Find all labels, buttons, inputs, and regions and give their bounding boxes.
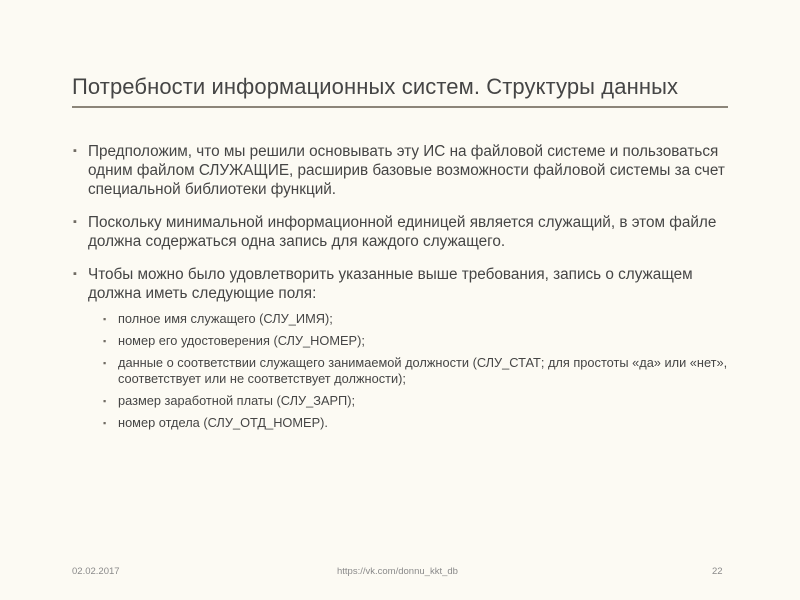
sub-bullet-item xyxy=(72,415,732,431)
title-divider xyxy=(72,106,728,108)
sub-bullet-item xyxy=(72,393,732,409)
square-bullet-icon: ▪ xyxy=(73,216,77,228)
bullet-text: Поскольку минимальной информационной единицей является служащий, в этом файле должна содержаться одна запись для каждого служащего. xyxy=(88,214,717,250)
sub-bullet-text: данные о соответствии служащего занимаемой должности (СЛУ_СТАТ; для простоты «да» или «нет», соответствует или не соответствует должности); xyxy=(118,355,728,386)
square-bullet-icon: ▪ xyxy=(73,145,77,157)
bullet-item xyxy=(72,142,732,199)
bullet-text: Чтобы можно было удовлетворить указанные выше требования, запись о служащем должна иметь следующие поля: xyxy=(88,266,693,302)
sub-bullet-text: полное имя служащего (СЛУ_ИМЯ); xyxy=(118,311,333,326)
square-bullet-icon: ▪ xyxy=(103,336,107,346)
square-bullet-icon: ▪ xyxy=(103,358,107,368)
square-bullet-icon: ▪ xyxy=(103,314,107,324)
footer-url: https://vk.com/donnu_kkt_db xyxy=(337,566,458,577)
field-list xyxy=(72,311,732,431)
page-number: 22 xyxy=(712,566,723,577)
square-bullet-icon: ▪ xyxy=(103,418,107,428)
square-bullet-icon: ▪ xyxy=(73,268,77,280)
slide-title: Потребности информационных систем. Структуры данных xyxy=(72,74,679,99)
sub-bullet-text: номер отдела (СЛУ_ОТД_НОМЕР). xyxy=(118,415,328,430)
sub-bullet-item xyxy=(72,333,732,349)
sub-bullet-item xyxy=(72,311,732,327)
bullet-item xyxy=(72,213,732,251)
square-bullet-icon: ▪ xyxy=(103,396,107,406)
footer-date: 02.02.2017 xyxy=(72,566,120,577)
sub-bullet-text: размер заработной платы (СЛУ_ЗАРП); xyxy=(118,393,356,408)
sub-bullet-text: номер его удостоверения (СЛУ_НОМЕР); xyxy=(118,333,365,348)
bullet-item xyxy=(72,265,732,303)
sub-bullet-item xyxy=(72,355,732,387)
bullet-text: Предположим, что мы решили основывать эту ИС на файловой системе и пользоваться одним файлом СЛУЖАЩИЕ, расширив базовые возможности файловой системы за счет специальной библиотеки функций. xyxy=(88,143,725,198)
slide-content xyxy=(72,142,732,437)
